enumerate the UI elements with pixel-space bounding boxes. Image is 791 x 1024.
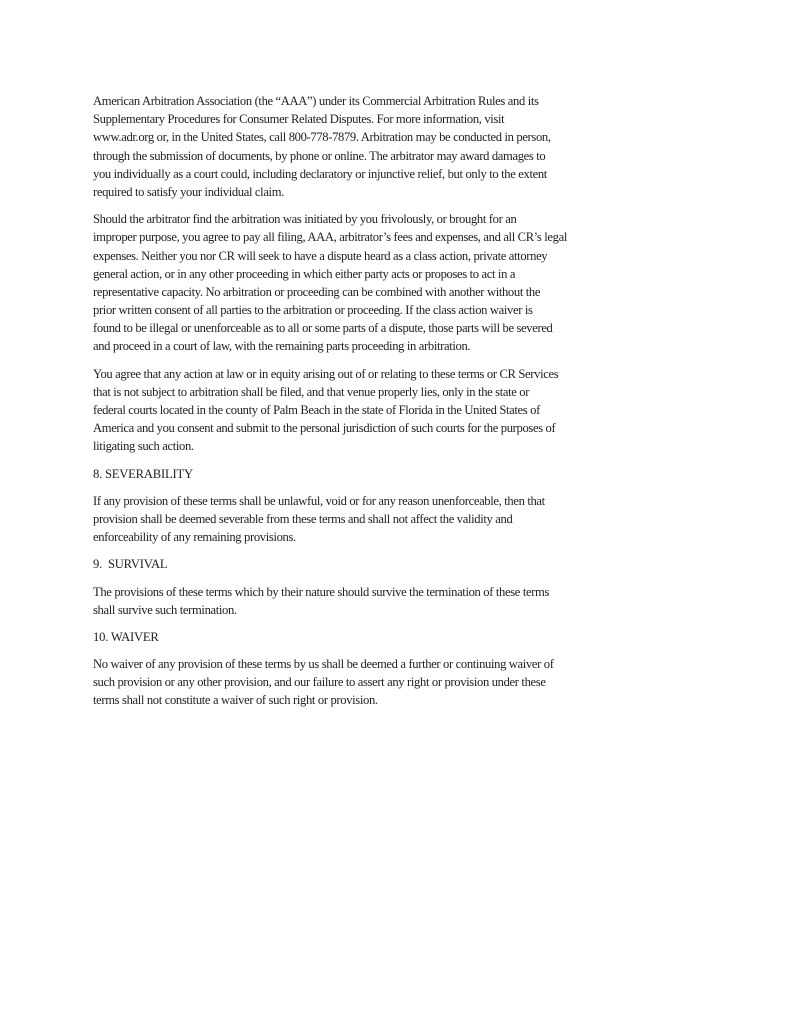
paragraph-frivolous-class-action: [93, 210, 713, 356]
text-line: expenses. Neither you nor CR will seek to have a dispute heard as a class action, private attorney: [93, 248, 548, 263]
text-line: provision shall be deemed severable from these terms and shall not affect the validity and: [93, 511, 513, 526]
section-heading-survival: [93, 555, 713, 573]
text-line: litigating such action.: [93, 439, 194, 454]
section-heading-severability: [93, 465, 713, 483]
text-line: that is not subject to arbitration shall be filed, and that venue properly lies, only in the state or: [93, 384, 530, 399]
text-line: If any provision of these terms shall be unlawful, void or for any reason unenforceable, then that: [93, 493, 545, 508]
text-line: Should the arbitrator find the arbitration was initiated by you frivolously, or brought for an: [93, 212, 517, 227]
text-line: prior written consent of all parties to the arbitration or proceeding. If the class action waiver is: [93, 303, 533, 318]
paragraph-arbitration-aaa: [93, 92, 713, 201]
text-line: American Arbitration Association (the “AAA”) under its Commercial Arbitration Rules and its: [93, 94, 539, 108]
paragraph-survival: [93, 583, 713, 619]
heading-text: 10. WAIVER: [93, 629, 159, 644]
text-line: enforceability of any remaining provisions.: [93, 530, 296, 545]
paragraph-waiver: [93, 655, 713, 710]
text-line: and proceed in a court of law, with the remaining parts proceeding in arbitration.: [93, 339, 471, 354]
text-line: improper purpose, you agree to pay all filing, AAA, arbitrator’s fees and expenses, and all CR’s legal: [93, 230, 567, 245]
heading-text: 9. SURVIVAL: [93, 557, 168, 572]
text-line: federal courts located in the county of Palm Beach in the state of Florida in the United States of: [93, 403, 540, 417]
text-line: you individually as a court could, including declaratory or injunctive relief, but only to the extent: [93, 166, 547, 181]
text-line: found to be illegal or unenforceable as to all or some parts of a dispute, those parts will be severed: [93, 321, 553, 336]
text-line: You agree that any action at law or in equity arising out of or relating to these terms or CR Services: [93, 366, 559, 381]
text-line: No waiver of any provision of these terms by us shall be deemed a further or continuing waiver of: [93, 657, 554, 672]
text-line: The provisions of these terms which by their nature should survive the termination of these terms: [93, 584, 550, 599]
text-line: representative capacity. No arbitration or proceeding can be combined with another without the: [93, 284, 541, 299]
text-line: Supplementary Procedures for Consumer Related Disputes. For more information, visit: [93, 112, 505, 127]
text-line: www.adr.org or, in the United States, call 800-778-7879. Arbitration may be conducted in person,: [93, 130, 551, 145]
text-line: such provision or any other provision, and our failure to assert any right or provision under these: [93, 675, 546, 690]
text-line: required to satisfy your individual claim.: [93, 184, 284, 199]
text-line: terms shall not constitute a waiver of such right or provision.: [93, 693, 378, 708]
document-body: [93, 92, 713, 719]
text-line: America and you consent and submit to the personal jurisdiction of such courts for the purposes of: [93, 421, 556, 436]
heading-text: 8. SEVERABILITY: [93, 466, 193, 481]
paragraph-severability: [93, 492, 713, 547]
text-line: through the submission of documents, by phone or online. The arbitrator may award damages to: [93, 148, 546, 163]
section-heading-waiver: [93, 628, 713, 646]
text-line: shall survive such termination.: [93, 602, 237, 617]
paragraph-venue-jurisdiction: [93, 365, 713, 456]
text-line: general action, or in any other proceeding in which either party acts or proposes to act in a: [93, 266, 516, 281]
